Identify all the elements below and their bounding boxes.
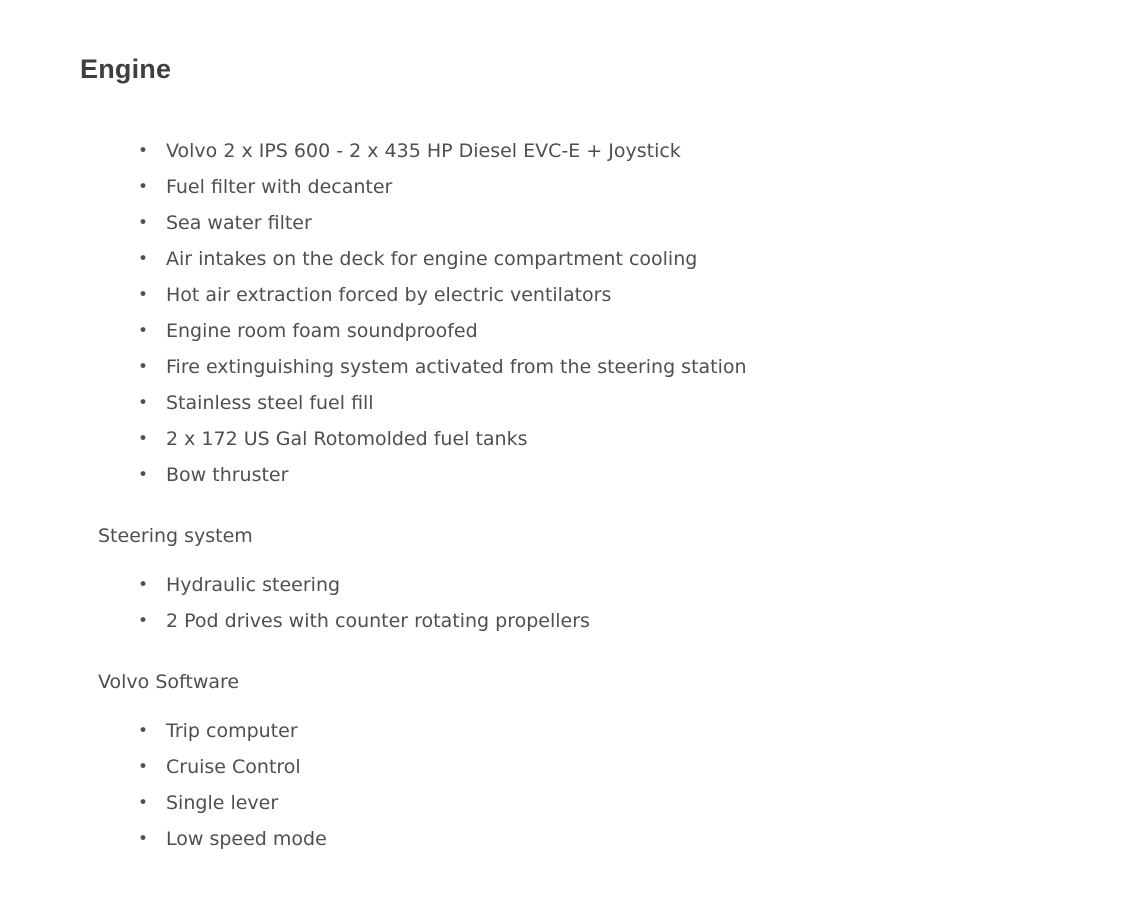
- list-item: • Engine room foam soundproofed: [80, 313, 1080, 349]
- steering-system-feature-list: [80, 567, 1080, 639]
- section-steering-system: [80, 521, 1080, 639]
- list-item: • Fire extinguishing system activated from the steering station: [80, 349, 1080, 385]
- list-item: • Single lever: [80, 785, 1080, 821]
- list-item: • Hot air extraction forced by electric ventilators: [80, 277, 1080, 313]
- list-item: • Stainless steel fuel fill: [80, 385, 1080, 421]
- section-volvo-software: [80, 667, 1080, 857]
- subheading-volvo-software: Volvo Software: [98, 671, 240, 693]
- list-item: • Sea water filter: [80, 205, 1080, 241]
- list-item: • 2 x 172 US Gal Rotomolded fuel tanks: [80, 421, 1080, 457]
- list-item: • Air intakes on the deck for engine compartment cooling: [80, 241, 1080, 277]
- section-engine: [80, 133, 1080, 493]
- volvo-software-feature-list: [80, 713, 1080, 857]
- list-item: • Volvo 2 x IPS 600 - 2 x 435 HP Diesel EVC-E + Joystick: [80, 133, 1080, 169]
- list-item: • Bow thruster: [80, 457, 1080, 493]
- list-item: • Trip computer: [80, 713, 1080, 749]
- list-item: • 2 Pod drives with counter rotating propellers: [80, 603, 1080, 639]
- subheading-steering-system: Steering system: [98, 525, 253, 547]
- list-item: • Low speed mode: [80, 821, 1080, 857]
- list-item: • Hydraulic steering: [80, 567, 1080, 603]
- page-title: Engine: [80, 54, 172, 84]
- engine-feature-list: [80, 133, 1080, 493]
- list-item: • Cruise Control: [80, 749, 1080, 785]
- list-item: • Fuel filter with decanter: [80, 169, 1080, 205]
